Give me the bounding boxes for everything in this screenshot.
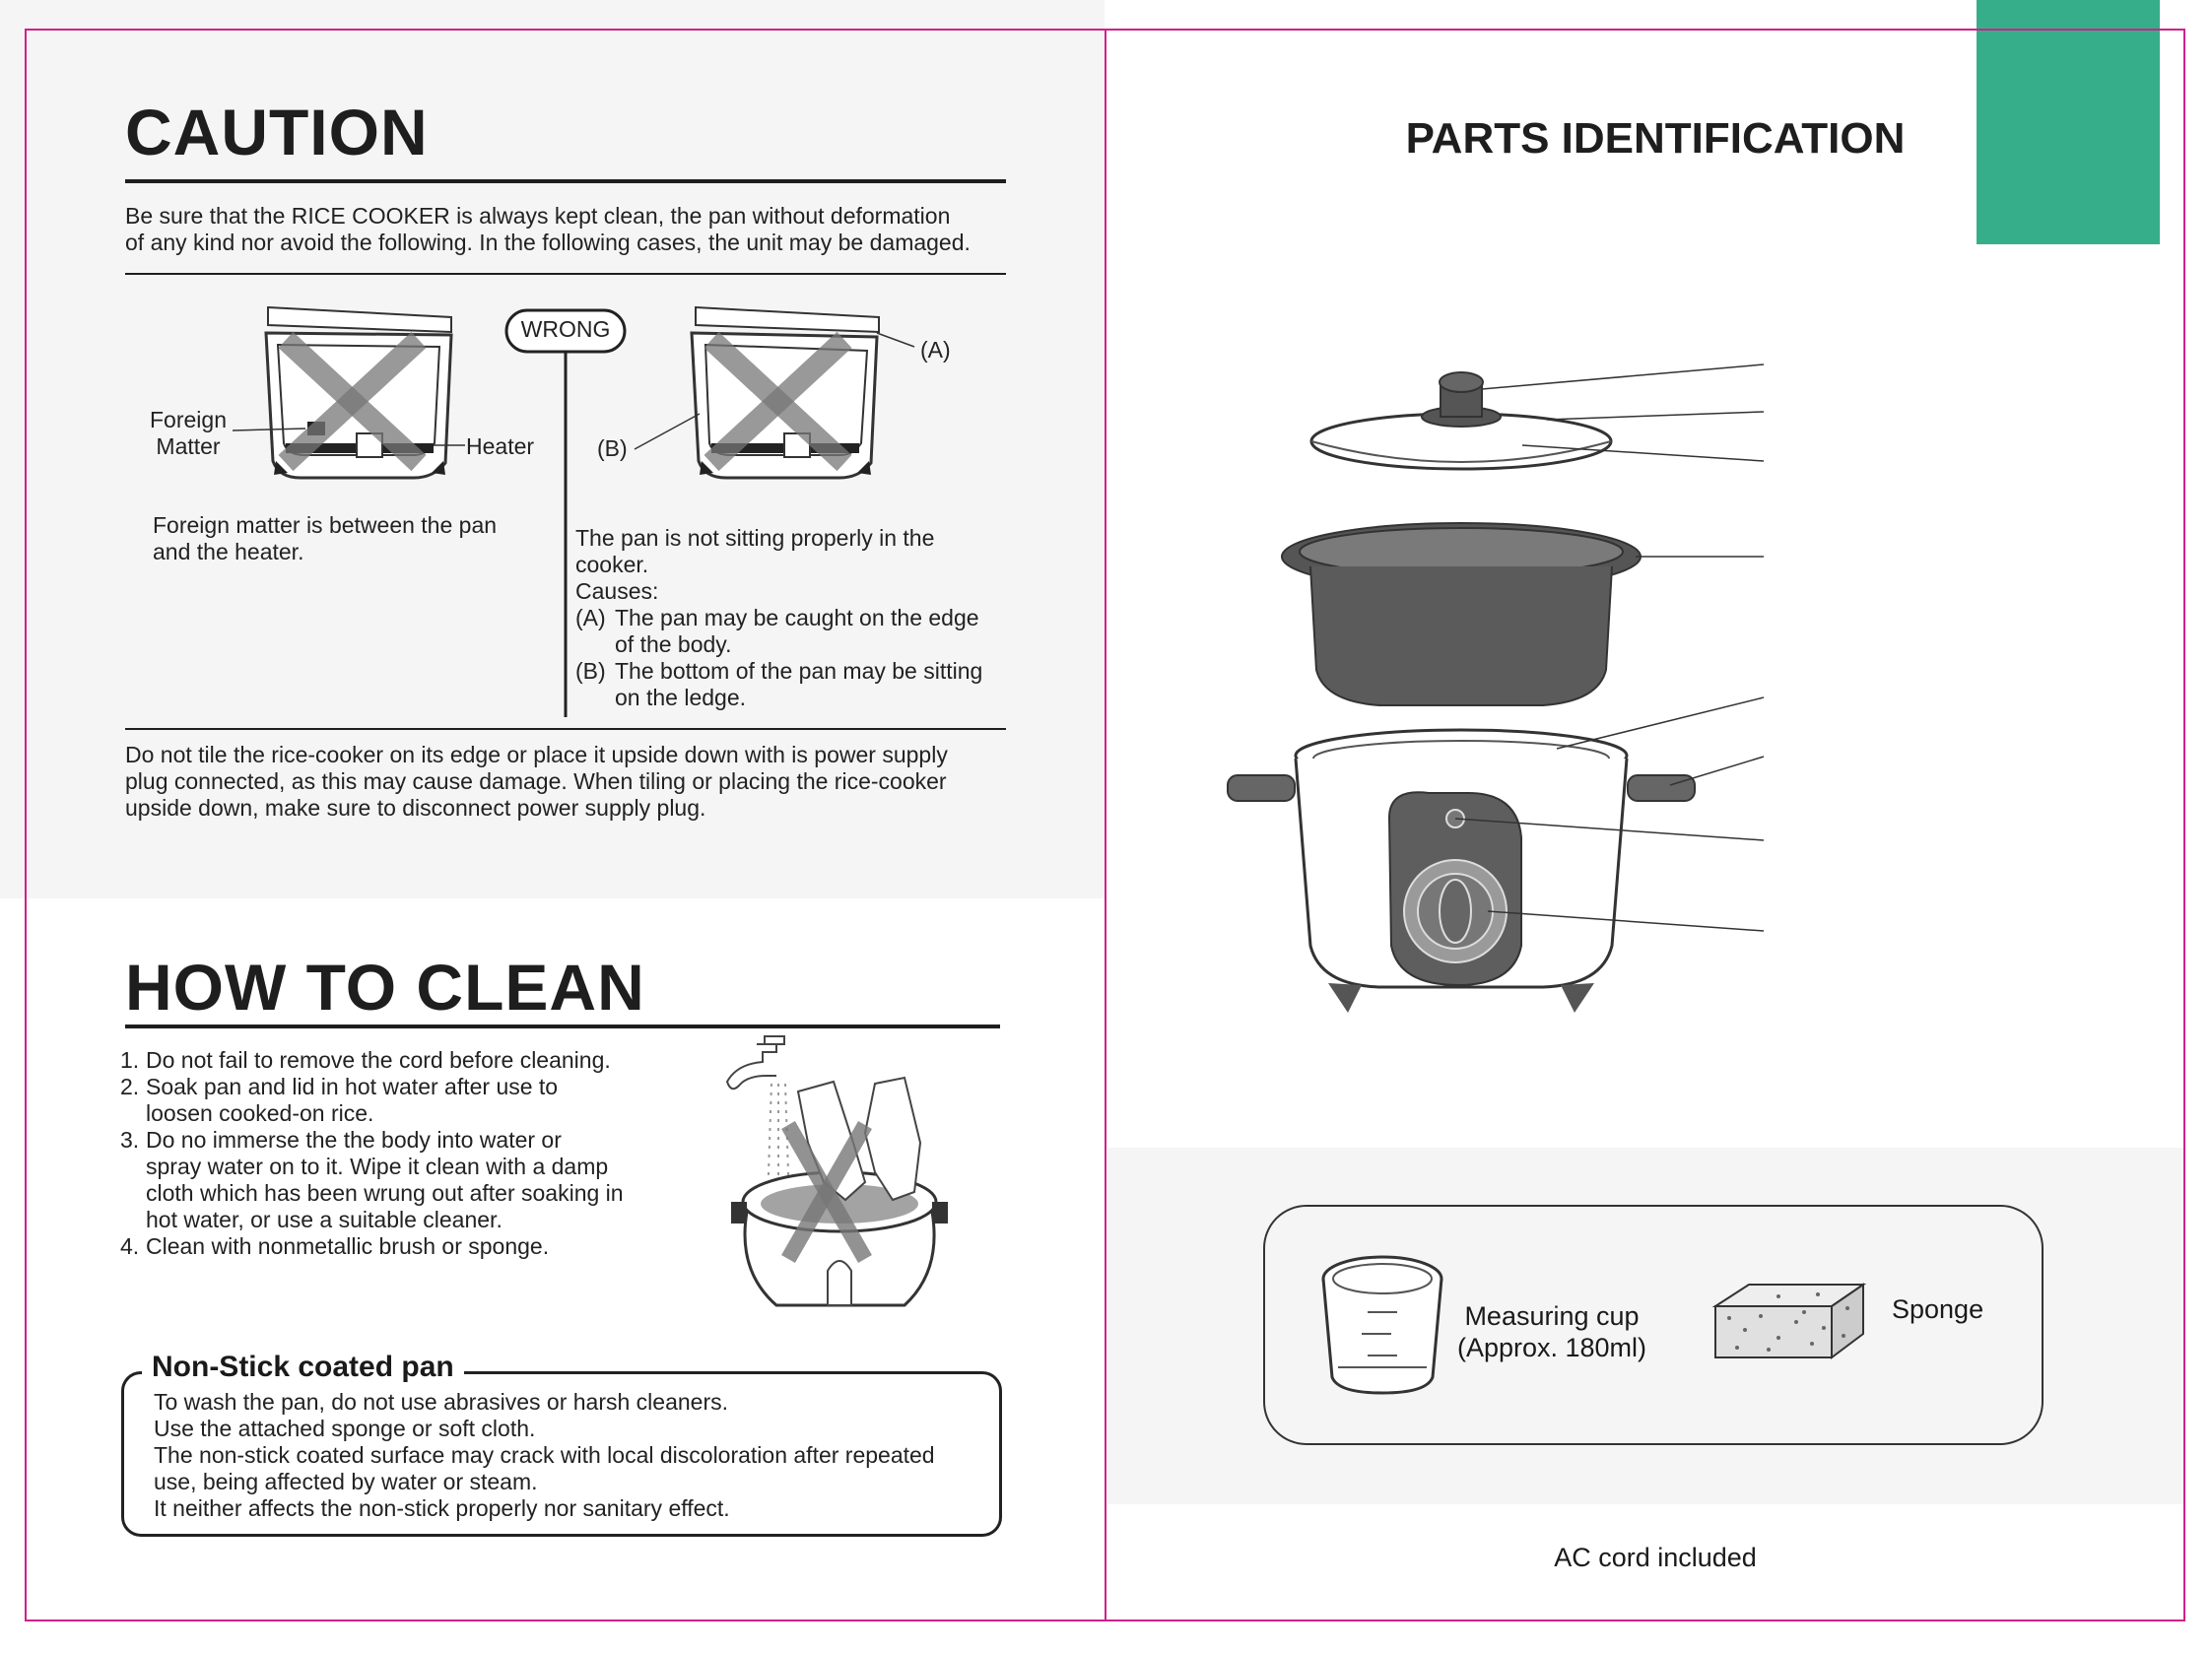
- list-item: 4. Clean with nonmetallic brush or sponge.: [120, 1233, 550, 1259]
- list-item: 3. Do no immerse the the body into water or spray water on to it. Wipe it clean with a damp cloth which has been wrung out after soaking in hot water, or use a suitable cleaner.: [120, 1127, 624, 1232]
- case1-text: Foreign matter is between the pan and the heater.: [153, 512, 498, 564]
- measuring-cup-icon: [1318, 1251, 1446, 1399]
- case2-cause-a: [575, 605, 1009, 658]
- cord-note: AC cord included: [1554, 1543, 1757, 1572]
- caution-title-rule: [125, 179, 1006, 183]
- caution-title: CAUTION: [125, 96, 429, 168]
- nonstick-text: To wash the pan, do not use abrasives or harsh cleaners. Use the attached sponge or soft cloth. The non-stick coated surface may crack with local discoloration after repeated use, being affected by water or steam. It neither affects the non-stick properly nor sanitary effect.: [154, 1389, 935, 1521]
- pan-foreign-matter-illustration: [233, 307, 465, 478]
- washing-illustration: [717, 1034, 964, 1310]
- cause-a-text: The pan may be caught on the edge of the body.: [615, 605, 979, 657]
- caution-intro-rule: [125, 273, 1006, 275]
- case2-text: The pan is not sitting properly in the cooker. Causes:: [575, 525, 935, 604]
- cause-b-text: The bottom of the pan may be sitting on the ledge.: [615, 658, 983, 710]
- cause-a-key: (A): [575, 605, 606, 630]
- label-a: (A): [920, 337, 951, 363]
- nonstick-title: Non-Stick coated pan: [142, 1351, 464, 1384]
- label-heater: Heater: [466, 433, 535, 459]
- wrong-label: WRONG: [520, 316, 611, 342]
- label-foreign-matter: Foreign Matter: [150, 407, 227, 459]
- clean-steps: [120, 1047, 692, 1260]
- caution-footer-text: Do not tile the rice-cooker on its edge or place it upside down with is power supply plug connected, as this may cause damage. When tiling or placing the rice-cooker upside down, make sure to disconnect power supply plug.: [125, 742, 948, 821]
- caution-intro: Be sure that the RICE COOKER is always kept clean, the pan without deformation of any kind nor avoid the following. In the following cases, the unit may be damaged.: [125, 203, 971, 255]
- sponge-icon: [1709, 1279, 1869, 1363]
- rice-cooker-diagram: [1222, 355, 1774, 1025]
- pan-misaligned-illustration: [635, 307, 914, 478]
- page-divider: [1105, 29, 1106, 1621]
- case2-cause-b: [575, 658, 1009, 711]
- list-item: 2. Soak pan and lid in hot water after use to loosen cooked-on rice.: [120, 1074, 559, 1126]
- parts-title: PARTS IDENTIFICATION: [1405, 114, 1906, 163]
- clean-title-rule: [125, 1025, 1000, 1028]
- clean-title: HOW TO CLEAN: [125, 951, 645, 1024]
- caution-footer-rule: [125, 728, 1006, 730]
- cause-b-key: (B): [575, 658, 606, 684]
- measuring-cup-label: Measuring cup (Approx. 180ml): [1456, 1301, 1647, 1362]
- label-b: (B): [597, 435, 628, 461]
- list-item: 1. Do not fail to remove the cord before cleaning.: [120, 1047, 611, 1073]
- sponge-label: Sponge: [1892, 1294, 1984, 1324]
